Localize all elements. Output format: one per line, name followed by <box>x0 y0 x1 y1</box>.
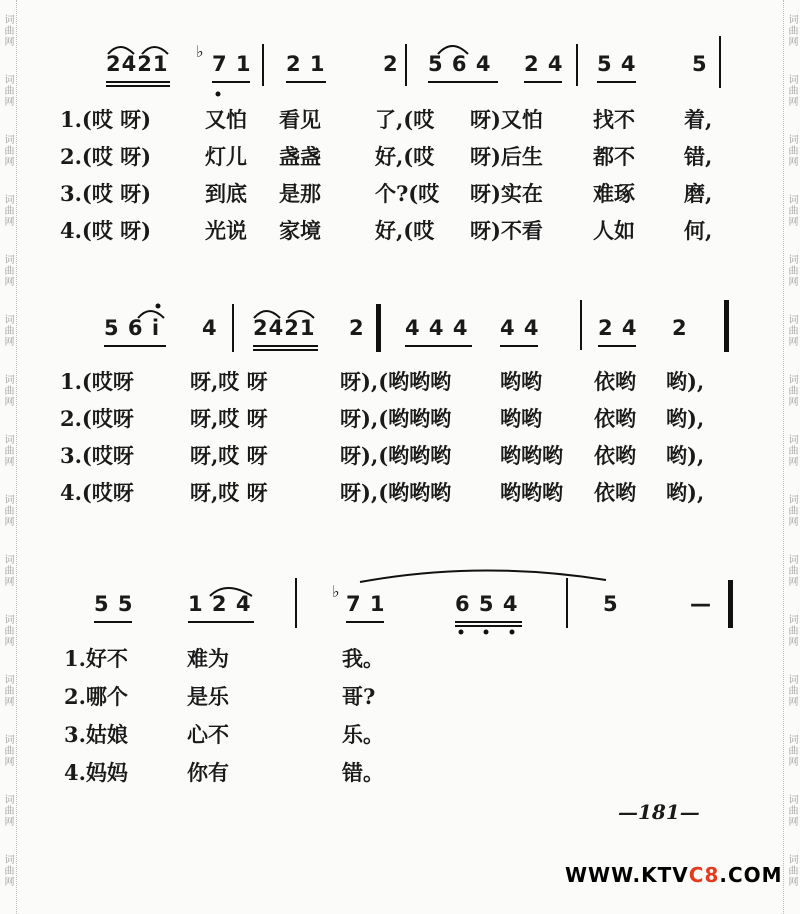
notation-group: 5 <box>603 592 619 616</box>
watermark-text: 词曲网 <box>2 673 13 707</box>
notation-group: 7 1 <box>212 52 252 76</box>
lyric-segment: 你有 <box>187 760 229 785</box>
lyric-segment: 哟哟 <box>500 369 542 394</box>
watermark-text: 词曲网 <box>2 13 13 47</box>
watermark-text: 词曲网 <box>786 433 797 467</box>
lyric-segment: 依哟 <box>594 480 636 505</box>
watermark-text: 词曲网 <box>786 733 797 767</box>
notation-group: 4 4 <box>500 316 540 340</box>
lyric-segment: 呀,哎 呀 <box>190 480 268 505</box>
watermark-text: 词曲网 <box>2 253 13 287</box>
lyric-segment: 盏盏 <box>279 144 321 169</box>
lyric-segment: 到底 <box>205 181 247 206</box>
lyric-segment: 看见 <box>279 107 321 132</box>
lyric-segment: 好,(哎 <box>375 144 435 169</box>
lyric-segment: 呀,哎 呀 <box>190 369 268 394</box>
notation-group: ♭ <box>196 42 205 61</box>
lyric-segment: 呀)又怕 <box>470 107 543 132</box>
lyric-segment: 哟哟 <box>500 406 542 431</box>
lyric-segment: 错, <box>684 144 713 169</box>
lyric-segment: 呀)实在 <box>470 181 543 206</box>
lyric-segment: 依哟 <box>594 406 636 431</box>
page-number: —181— <box>618 800 700 824</box>
lyric-segment: 依哟 <box>594 369 636 394</box>
watermark-text: 词曲网 <box>2 433 13 467</box>
lyric-segment: 呀,哎 呀 <box>190 406 268 431</box>
notation-group: 6 5 4 <box>455 592 519 616</box>
lyric-segment: 哟), <box>666 406 705 431</box>
notation-group: ♭ <box>332 582 341 601</box>
lyric-segment: 家境 <box>279 218 321 243</box>
watermark-text: 词曲网 <box>786 313 797 347</box>
lyric-segment: 依哟 <box>594 443 636 468</box>
notation-group: 4 4 4 <box>405 316 469 340</box>
notation-group: 5 4 <box>597 52 637 76</box>
notation-group: 2 4 <box>524 52 564 76</box>
lyric-segment: 都不 <box>593 144 635 169</box>
lyric-segment: 好,(哎 <box>375 218 435 243</box>
lyric-segment: 难琢 <box>593 181 635 206</box>
lyric-segment: 又怕 <box>205 107 247 132</box>
watermark-text: 词曲网 <box>2 733 13 767</box>
lyric-segment: 哟), <box>666 443 705 468</box>
lyric-segment: 3.(哎 呀) <box>60 181 152 206</box>
notation-group: 2421 <box>106 52 169 76</box>
lyric-segment: 2.(哎呀 <box>60 406 134 431</box>
notation-group: 5 5 <box>94 592 134 616</box>
lyric-segment: 错。 <box>342 760 384 785</box>
watermark-text: 词曲网 <box>786 13 797 47</box>
watermark-text: 词曲网 <box>2 853 13 887</box>
lyric-segment: 呀),(哟哟哟 <box>340 406 452 431</box>
watermark-text: 词曲网 <box>786 493 797 527</box>
watermark-text: 词曲网 <box>786 133 797 167</box>
lyric-segment: 哟), <box>666 369 705 394</box>
lyric-segment: 哟哟哟 <box>500 480 563 505</box>
notation-group: 2 <box>383 52 399 76</box>
lyric-segment: 1.好不 <box>64 646 128 671</box>
lyric-segment: 2.哪个 <box>64 684 128 709</box>
notation-group: 2 <box>349 316 365 340</box>
lyric-segment: 呀)后生 <box>470 144 543 169</box>
lyric-segment: 3.姑娘 <box>64 722 128 747</box>
lyric-segment: 哟哟哟 <box>500 443 563 468</box>
site-logo: WWW.KTVC8.COM <box>565 863 783 887</box>
watermark-text: 词曲网 <box>786 253 797 287</box>
lyric-segment: 磨, <box>684 181 713 206</box>
notation-group: 2 4 <box>598 316 638 340</box>
lyric-segment: 2.(哎 呀) <box>60 144 152 169</box>
watermark-text: 词曲网 <box>2 133 13 167</box>
notation-group: 5 6 4 <box>428 52 492 76</box>
lyric-segment: 何, <box>684 218 713 243</box>
notation-group: 2 1 <box>286 52 326 76</box>
lyric-segment: 4.(哎 呀) <box>60 218 152 243</box>
lyric-segment: 1.(哎 呀) <box>60 107 152 132</box>
lyric-segment: 呀,哎 呀 <box>190 443 268 468</box>
watermark-text: 词曲网 <box>2 73 13 107</box>
lyric-segment: 难为 <box>187 646 229 671</box>
lyric-segment: 个?(哎 <box>375 181 440 206</box>
lyric-segment: 找不 <box>593 107 635 132</box>
watermark-text: 词曲网 <box>786 793 797 827</box>
lyric-segment: 呀),(哟哟哟 <box>340 480 452 505</box>
lyric-segment: 4.妈妈 <box>64 760 128 785</box>
lyric-segment: 人如 <box>593 218 635 243</box>
watermark-text: 词曲网 <box>786 553 797 587</box>
lyric-segment: 着, <box>684 107 713 132</box>
watermark-text: 词曲网 <box>2 553 13 587</box>
notation-group: 5 6 i <box>104 316 161 340</box>
watermark-text: 词曲网 <box>786 853 797 887</box>
lyric-segment: 哥? <box>342 684 376 709</box>
notation-group: 2 <box>672 316 688 340</box>
watermark-text: 词曲网 <box>2 793 13 827</box>
lyric-segment: 了,(哎 <box>375 107 435 132</box>
watermark-text: 词曲网 <box>2 613 13 647</box>
watermark-text: 词曲网 <box>786 373 797 407</box>
watermark-text: 词曲网 <box>2 493 13 527</box>
watermark-text: 词曲网 <box>786 193 797 227</box>
lyric-segment: 呀),(哟哟哟 <box>340 443 452 468</box>
notation-group: 7 1 <box>346 592 386 616</box>
lyric-segment: 呀)不看 <box>470 218 543 243</box>
notation-group: 4 <box>202 316 218 340</box>
lyric-segment: 心不 <box>187 722 229 747</box>
watermark-text: 词曲网 <box>786 613 797 647</box>
watermark-text: 词曲网 <box>786 73 797 107</box>
notation-group: — <box>690 592 712 616</box>
lyric-segment: 是那 <box>279 181 321 206</box>
lyric-segment: 我。 <box>342 646 384 671</box>
lyric-segment: 光说 <box>205 218 247 243</box>
lyric-segment: 哟), <box>666 480 705 505</box>
lyric-segment: 呀),(哟哟哟 <box>340 369 452 394</box>
notation-group: 1 2 4 <box>188 592 252 616</box>
lyric-segment: 1.(哎呀 <box>60 369 134 394</box>
lyric-segment: 3.(哎呀 <box>60 443 134 468</box>
lyric-segment: 乐。 <box>342 722 384 747</box>
notation-group: 2421 <box>253 316 316 340</box>
watermark-text: 词曲网 <box>786 673 797 707</box>
lyric-segment: 灯儿 <box>205 144 247 169</box>
watermark-text: 词曲网 <box>2 373 13 407</box>
notation-group: 5 <box>692 52 708 76</box>
watermark-text: 词曲网 <box>2 313 13 347</box>
lyric-segment: 4.(哎呀 <box>60 480 134 505</box>
watermark-text: 词曲网 <box>2 193 13 227</box>
lyric-segment: 是乐 <box>187 684 229 709</box>
